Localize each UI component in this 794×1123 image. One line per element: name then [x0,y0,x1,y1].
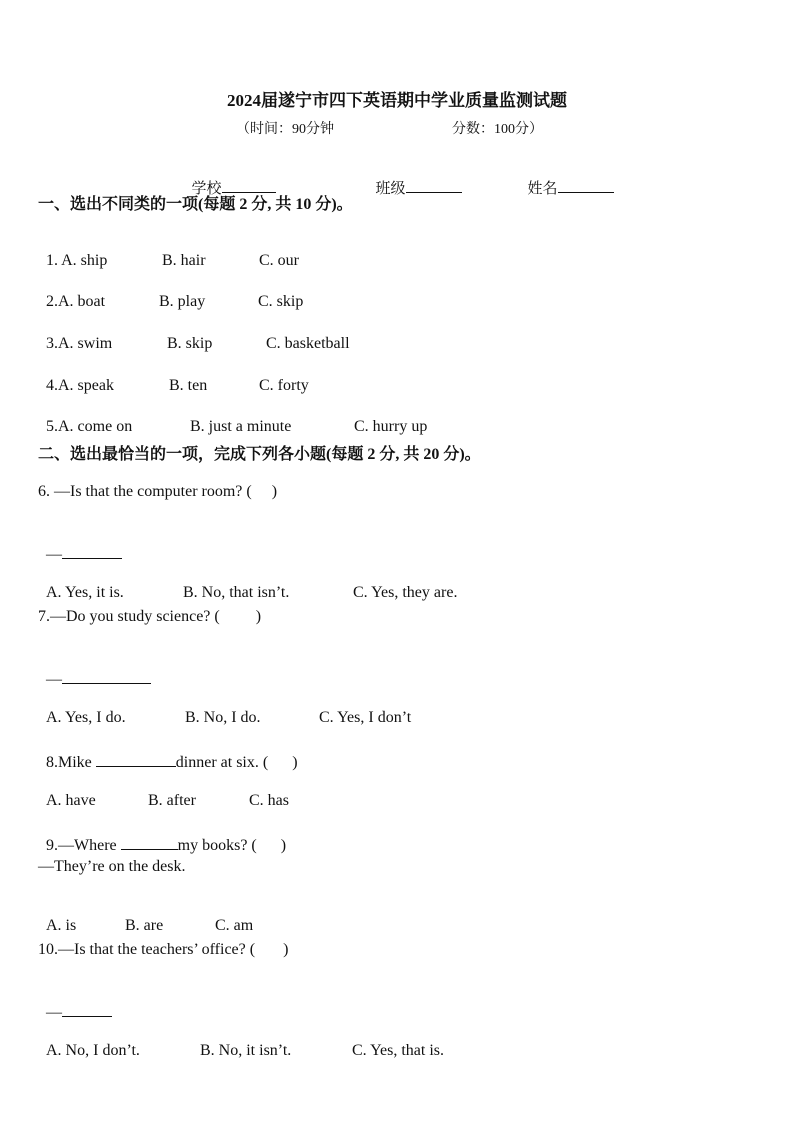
q10-option-a[interactable]: A. No, I don’t. [46,1042,140,1059]
q9-answer-blank[interactable] [121,834,178,850]
q9-option-b[interactable]: B. are [125,917,164,934]
q7-reply [38,650,151,689]
q7-options [38,691,411,727]
q8-stem-end: dinner at six. ( ) [175,754,298,771]
question-2 [38,275,303,311]
question-4 [38,359,309,395]
score-info: 分数：100分） [452,122,543,137]
q10-reply [38,983,112,1022]
q10-stem: 10.—Is that the teachers’ office? ( ) [38,941,289,958]
q10-option-b[interactable]: B. No, it isn’t. [200,1042,292,1059]
time-info: （时间：90分钟 [236,122,334,137]
q2-option-b[interactable]: B. play [159,293,206,310]
q7-reply-dash: — [46,671,62,688]
q3-option-a[interactable]: 3.A. swim [46,335,113,352]
q1-option-c[interactable]: C. our [259,252,299,269]
q9-reply: —They’re on the desk. [38,858,186,875]
question-5 [38,400,427,436]
q8-stem-start: 8.Mike [46,754,96,771]
q6-options [38,566,457,602]
q4-option-a[interactable]: 4.A. speak [46,377,114,394]
q2-option-a[interactable]: 2.A. boat [46,293,106,310]
q3-option-b[interactable]: B. skip [167,335,213,352]
q6-option-b[interactable]: B. No, that isn’t. [183,584,290,601]
q6-option-a[interactable]: A. Yes, it is. [46,584,124,601]
class-label: 班级 [375,181,406,197]
q6-answer-blank[interactable] [62,543,122,559]
q8-answer-blank[interactable] [96,751,176,767]
q1-option-a[interactable]: 1. A. ship [46,252,108,269]
q9-option-c[interactable]: C. am [215,917,254,934]
q4-option-c[interactable]: C. forty [259,377,309,394]
q6-reply-dash: — [46,546,62,563]
q6-option-c[interactable]: C. Yes, they are. [353,584,458,601]
class-blank[interactable] [406,177,462,193]
section-2-heading: 二、选出最恰当的一项，完成下列各小题(每题 2 分, 共 20 分)。 [38,446,481,463]
q7-option-c[interactable]: C. Yes, I don’t [319,709,412,726]
class-field[interactable] [368,160,462,198]
page-title: 2024届遂宁市四下英语期中学业质量监测试题 [227,91,567,110]
q7-option-b[interactable]: B. No, I do. [185,709,261,726]
question-3 [38,317,350,353]
q8-option-b[interactable]: B. after [148,792,196,809]
q9-stem-start: 9.—Where [46,837,121,854]
question-1 [38,234,299,270]
q7-stem: 7.—Do you study science? ( ) [38,608,262,625]
q2-option-c[interactable]: C. skip [258,293,304,310]
q10-answer-blank[interactable] [62,1001,112,1017]
q8-option-a[interactable]: A. have [46,792,96,809]
q5-option-c[interactable]: C. hurry up [354,418,428,435]
q10-options [38,1024,444,1060]
school-label: 学校 [191,181,222,197]
q10-option-c[interactable]: C. Yes, that is. [352,1042,445,1059]
q9-stem-end: my books? ( ) [177,837,287,854]
q10-reply-dash: — [46,1004,62,1021]
q7-option-a[interactable]: A. Yes, I do. [46,709,126,726]
q8-option-c[interactable]: C. has [249,792,289,809]
q9-option-a[interactable]: A. is [46,917,77,934]
q5-option-a[interactable]: 5.A. come on [46,418,133,435]
section-1-heading: 一、选出不同类的一项(每题 2 分, 共 10 分)。 [38,196,353,213]
q5-option-b[interactable]: B. just a minute [190,418,292,435]
q4-option-b[interactable]: B. ten [169,377,208,394]
q6-reply [38,525,122,564]
q8-options [38,774,289,810]
name-blank[interactable] [558,177,614,193]
name-field[interactable] [520,160,614,198]
q7-answer-blank[interactable] [62,668,151,684]
name-label: 姓名 [527,181,558,197]
q9-stem [38,816,286,855]
q6-stem: 6. —Is that the computer room? ( ) [38,483,278,500]
q9-options [38,899,253,935]
q8-stem [38,733,298,772]
q1-option-b[interactable]: B. hair [162,252,206,269]
q3-option-c[interactable]: C. basketball [266,335,350,352]
